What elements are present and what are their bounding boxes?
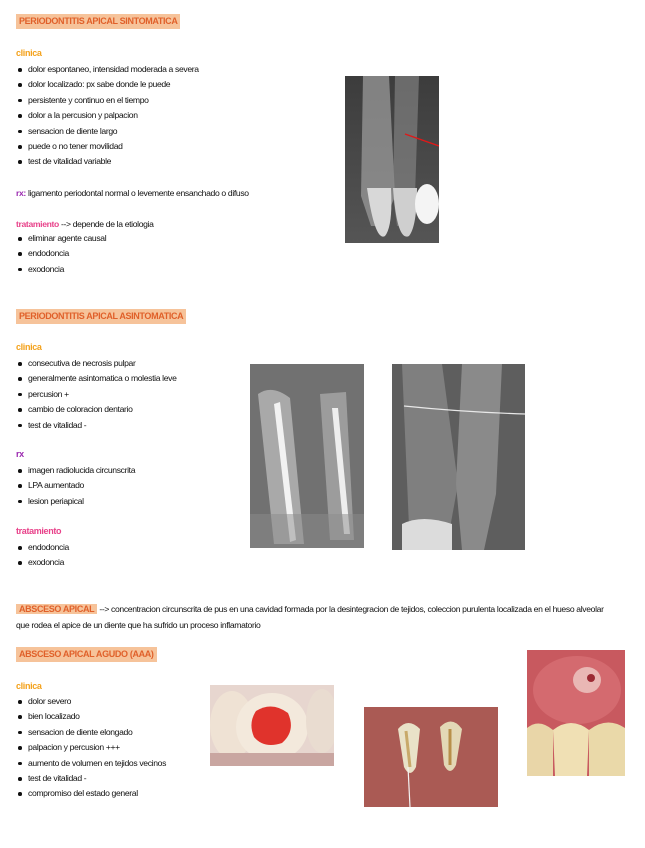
photo-gum-abscess: [527, 650, 625, 776]
clinica-list-item: generalmente asintomatica o molestia leve: [16, 371, 177, 386]
clinica-list-item: test de vitalidad -: [16, 771, 166, 786]
clinica-label: clinica: [16, 342, 42, 352]
clinica-list: [16, 694, 166, 802]
clinica-list-item: consecutiva de necrosis pulpar: [16, 356, 177, 371]
rx-label: rx:: [16, 188, 26, 198]
xray-image-periapical-lesion: [392, 364, 525, 550]
clinica-list: [16, 62, 199, 170]
clinica-list-item: test de vitalidad variable: [16, 154, 199, 169]
clinica-list-item: dolor localizado: px sabe donde le puede: [16, 77, 199, 92]
tratamiento-list: [16, 540, 69, 571]
rx-list-item: imagen radiolucida circunscrita: [16, 463, 135, 478]
tratamiento-line: [16, 217, 154, 231]
tratamiento-label: tratamiento: [16, 219, 59, 229]
clinica-label: clinica: [16, 48, 42, 58]
clinica-list-item: dolor a la percusion y palpacion: [16, 108, 199, 123]
absceso-apical-definition: [16, 601, 616, 633]
xray-image-root-canal: [250, 364, 364, 548]
photo-extracted-teeth: [364, 707, 498, 807]
tratamiento-list-item: endodoncia: [16, 540, 69, 555]
clinica-list-item: palpacion y percusion +++: [16, 740, 166, 755]
xray-image-symptomatic: [345, 76, 439, 243]
tratamiento-list-item: exodoncia: [16, 555, 69, 570]
section-title-periodontitis-apical-asintomatica: PERIODONTITIS APICAL ASINTOMATICA: [16, 309, 186, 324]
section-title-periodontitis-apical-sintomatica: PERIODONTITIS APICAL SINTOMATICA: [16, 14, 180, 29]
tratamiento-list-item: eliminar agente causal: [16, 231, 106, 246]
photo-open-tooth-cavity: [210, 685, 334, 766]
rx-list-item: LPA aumentado: [16, 478, 135, 493]
tratamiento-label: tratamiento: [16, 526, 62, 536]
clinica-list-item: aumento de volumen en tejidos vecinos: [16, 756, 166, 771]
tratamiento-list: [16, 231, 106, 277]
clinica-label: clinica: [16, 681, 42, 691]
section-title-absceso-apical: ABSCESO APICAL: [16, 604, 97, 614]
clinica-list: [16, 356, 177, 433]
rx-list-item: lesion periapical: [16, 494, 135, 509]
clinica-list-item: bien localizado: [16, 709, 166, 724]
clinica-list-item: sensacion de diente elongado: [16, 725, 166, 740]
rx-list: [16, 463, 135, 509]
tratamiento-list-item: exodoncia: [16, 262, 106, 277]
rx-label: rx: [16, 449, 24, 459]
clinica-list-item: dolor severo: [16, 694, 166, 709]
clinica-list-item: cambio de coloracion dentario: [16, 402, 177, 417]
tratamiento-text: --> depende de la etiologia: [61, 219, 154, 229]
rx-line: [16, 186, 249, 200]
rx-text: ligamento periodontal normal o levemente ensanchado o difuso: [27, 188, 249, 198]
clinica-list-item: compromiso del estado general: [16, 786, 166, 801]
clinica-list-item: percusion +: [16, 387, 177, 402]
section-title-absceso-apical-agudo: ABSCESO APICAL AGUDO (AAA): [16, 647, 157, 662]
absceso-apical-text: --> concentracion circunscrita de pus en una cavidad formada por la desintegracion de tejidos, coleccion purulenta localizada en el hueso alveolar que rodea el apice de un diente que ha sufrido un proceso inflamatorio: [16, 604, 604, 630]
clinica-list-item: puede o no tener movilidad: [16, 139, 199, 154]
clinica-list-item: dolor espontaneo, intensidad moderada a severa: [16, 62, 199, 77]
clinica-list-item: test de vitalidad -: [16, 418, 177, 433]
clinica-list-item: persistente y continuo en el tiempo: [16, 93, 199, 108]
clinica-list-item: sensacion de diente largo: [16, 124, 199, 139]
tratamiento-list-item: endodoncia: [16, 246, 106, 261]
